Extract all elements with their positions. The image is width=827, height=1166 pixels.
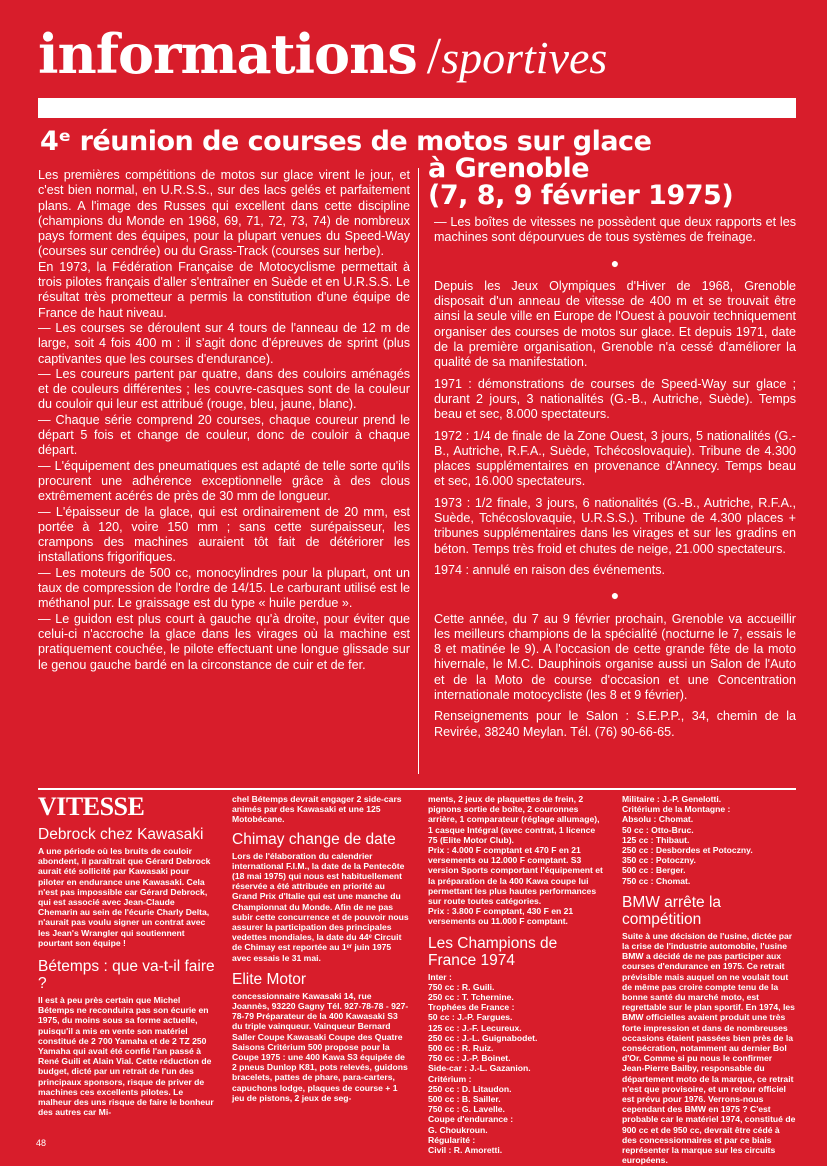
paragraph: — L'épaisseur de la glace, qui est ordinairement de 20 mm, est portée à 120, voire 150 mm ; sans cette surépaisseur, les crampons des machines auraient tôt fait de détériorer les installations frigorifiques. — [38, 504, 410, 565]
section-header — [38, 22, 607, 86]
section-rule — [38, 788, 796, 790]
paragraph: — L'équipement des pneumatiques est adapté de telle sorte qu'ils procurent une adhérence exceptionnelle grâce à des clous extrêmement acérés de près de 30 mm de longueur. — [38, 458, 410, 504]
list-item: 125 cc : Thibaut. — [622, 834, 690, 845]
page-number: 48 — [36, 1138, 47, 1148]
vitesse-heading: VITESSE — [38, 792, 145, 821]
list-item: Coupe d'endurance : — [428, 1114, 514, 1125]
title-line-3: (7, 8, 9 février 1975) — [428, 180, 734, 211]
list-item: 250 cc : D. Litaudon. — [428, 1083, 512, 1094]
paragraph: — Chaque série comprend 20 courses, chaque coureur prend le départ 5 fois et change de couleur, donc de couloir à chaque départ. — [38, 412, 410, 458]
paragraph: Cette année, du 7 au 9 février prochain, Grenoble va accueillir les meilleurs champions de la spécialité (nocturne le 7, essais le 8 et matinée le 9). A l'occasion de cette grande fête de la moto hivernale, le M.C. Dauphinois organise aussi un Salon de l'Auto et de la Moto de course d'occasion et une Concentration internationale motocycliste (les 8 et 9 février). — [434, 611, 796, 703]
brief-column-4 — [622, 794, 796, 1166]
list-item: Critérium : — [428, 1073, 472, 1084]
paragraph: — Les coureurs partent par quatre, dans des couloirs aménagés et de couleurs différentes ; les couvre-casques sont de la couleur du couloir qui leur est attribué (rouge, bleu, jaune, blanc). — [38, 366, 410, 412]
paragraph: — Le guidon est plus court à gauche qu'à droite, pour éviter que celui-ci n'accroche la glace dans les virages où la machine est pratiquement couchée, le pilote effectuant une longue glissade sur le genou gauche bardé en la circonstance de cuir et de fer. — [38, 611, 410, 672]
paragraph: — Les moteurs de 500 cc, monocylindres pour la plupart, ont un taux de compression de l'ordre de 14/15. Le carburant utilisé est le méthanol pur. Le graissage est du type « huile perdue ». — [38, 565, 410, 611]
list-item: 250 cc : J.-L. Guignabodet. — [428, 1032, 538, 1043]
paragraph: — Les courses se déroulent sur 4 tours de l'anneau de 12 m de large, soit 4 fois 400 m : il s'agit donc d'épreuves de sprint (plus captivantes que les courses d'endurance). — [38, 320, 410, 366]
header-main: informations — [38, 22, 417, 86]
list-item: 500 cc : B. Sailler. — [428, 1094, 501, 1105]
list-item: 500 cc : R. Ruiz. — [428, 1043, 494, 1054]
title-line-2: à Grenoble — [428, 153, 590, 184]
article-right-column — [434, 215, 796, 746]
list-item: Absolu : Chomat. — [622, 814, 694, 825]
header-sub: sportives — [441, 32, 608, 83]
debrock-heading: Debrock chez Kawasaki — [38, 826, 204, 843]
list-item: 500 cc : Berger. — [622, 865, 686, 876]
elite-text: concessionnaire Kawasaki 14, rue Joannès, 93220 Gagny Tél. 927-78-78 - 927-78-79 Préparateur de la 400 Kawasaki S3 du triple vainqueur. Vainqueur Bernard Saller Coupe Kawasaki Coupe des Quatre Saisons Critérium 500 propose pour la Coupe 1975 : une 400 Kawa S3 équipée de 2 pneus Dunlop K81, pots relevés, guidons bracelets, pattes de phare, para-carters, capuchons lodge, plaques de course + 1 jeu de pistons, 2 jeux de seg- — [232, 990, 409, 1103]
list-item: Inter : — [428, 971, 452, 982]
header-rule — [38, 98, 796, 118]
paragraph: 1974 : annulé en raison des événements. — [434, 562, 666, 577]
list-item: 750 cc : R. Guili. — [428, 981, 495, 992]
list-item: Militaire : J.-P. Genelotti. — [622, 794, 722, 804]
list-item: 350 cc : Potoczny. — [622, 855, 696, 866]
list-item: 750 cc : J.-P. Boinet. — [428, 1053, 511, 1064]
paragraph: Les premières compétitions de motos sur glace virent le jour, et c'est bien normal, en U.R.S.S., sur des lacs gelés et parfaitement plans. A l'image des Russes qui excellent dans cette discipline (champions du Monde en 1968, 69, 71, 72, 73, 74) de nombreux pays forment des équipes, pour la plupart venues du Speed-Way (courses sur cendrée) ou du Grass-Track (courses sur herbe). — [38, 168, 410, 259]
list-item: 250 cc : T. Tchernine. — [428, 992, 514, 1003]
betemps-heading: Bétemps : que va-t-il faire ? — [38, 958, 215, 993]
list-item: 750 cc : G. Lavelle. — [428, 1104, 505, 1115]
list-item: 50 cc : J.-P. Fargues. — [428, 1012, 513, 1023]
elite-price-1: Prix : 4.000 F comptant et 470 F en 21 versements ou 12.000 F comptant. S3 version Sports comportant l'équipement et la préparation de la 400 Kawa coupe lui permettant les plus hautes performances sur route toutes catégories. — [428, 845, 603, 907]
paragraph: 1971 : démonstrations de courses de Speed-Way sur glace ; durant 2 jours, 3 nationalités (G.-B., Autriche, Suède). Temps beau et sec, 8.000 spectateurs. — [434, 376, 796, 422]
brief-column-1 — [38, 794, 216, 1117]
list-item: Régularité : — [428, 1134, 476, 1145]
betemps-text: Il est à peu près certain que Michel Bétemps ne reconduira pas son écurie en 1975, du moins sous sa forme actuelle, puisqu'il a mis en vente son matériel constitué de 2 700 Yamaha et de 2 TZ 250 Yamaha qui avait été confié l'an passé à René Guili et Alain Vial. Cette réduction de budget, dicté par un retrait de l'un des principaux sponsors, risque de priver de machines ces excellents pilotes. Le malheur des uns risque de faire le bonheur des autres car Mi- — [38, 995, 214, 1118]
list-item: 250 cc : Desbordes et Potoczny. — [622, 845, 753, 856]
title-line-1: 4ᵉ réunion de courses de motos sur glace — [40, 126, 652, 157]
brief-column-2 — [232, 794, 410, 1103]
paragraph: Renseignements pour le Salon : S.E.P.P., 34, chemin de la Revirée, 38240 Meylan. Tél. (76) 90-66-65. — [434, 709, 796, 739]
chimay-text: Lors de l'élaboration du calendrier international F.I.M., la date de la Pentecôte (18 mai 1975) qui nous est habituellement réservée a été attribuée en priorité au Grand Prix d'Italie qui est une manche du Championnat du Monde. Afin de ne pas subir cette concurrence et de pouvoir nous assurer la participation des principales vedettes mondiales, la date du 44ᵉ Circuit de Chimay est reportée au 1ᵉʳ juin 1975 avec essais le 31 mai. — [232, 850, 409, 963]
montagne-list — [622, 794, 796, 886]
paragraph: Depuis les Jeux Olympiques d'Hiver de 1968, Grenoble disposait d'un anneau de vitesse de 400 m et se trouvait être ainsi la seule ville en Europe de l'Ouest à pouvoir techniquement organiser des courses de motos sur glace. Et depuis 1971, date de la première organisation, Grenoble n'a cessé d'améliorer la qualité de sa manifestation. — [434, 278, 796, 370]
article-left-column — [38, 168, 410, 673]
list-item: 125 cc : J.-F. Lecureux. — [428, 1022, 522, 1033]
list-item: Trophées de France : — [428, 1002, 515, 1013]
paragraph: 1972 : 1/4 de finale de la Zone Ouest, 3 jours, 5 nationalités (G.-B., Autriche, R.F.A., Suède, Tchécoslovaquie). Tribune de 4.300 places supplémentaires en provenance d'Annecy. Temps beau et sec, 16.000 spectateurs. — [434, 428, 796, 489]
elite-heading: Elite Motor — [232, 970, 307, 988]
paragraph: — Les boîtes de vitesses ne possèdent que deux rapports et les machines sont dépourvues de tous systèmes de freinage. — [434, 215, 796, 245]
brief-column-3 — [428, 794, 606, 1155]
bmw-text: Suite à une décision de l'usine, dictée par la crise de l'industrie automobile, l'usine BMW a décidé de ne pas participer aux courses d'endurance en 1975. Ce retrait prévisible mais auquel on ne voulait tout de même pas croire compte tenu de la bonne santé du marché moto, est regrettable sur le plan sportif. En 1974, les BMW officielles avaient produit une très forte impression et dans de nombreuses occasions étaient passées bien près de la consécration, notamment au dernier Bol d'Or. Comme si pu nous le confirmer Jean-Pierre Bailby, responsable du département moto de la marque, ce retrait n'est que provisoire, et un retour officiel est prévu pour 1976. Verrons-nous cependant des BMW en 1975 ? C'est probable car le matériel 1974, constitué de 900 cc et de 950 cc, devrait être cédé à des concessionnaires et par ce biais représenter la marque sur les circuits européens. — [622, 930, 796, 1166]
elite-continued: ments, 2 jeux de plaquettes de frein, 2 pignons sortie de boîte, 2 couronnes arrière, 1 comparateur (réglage allumage), 1 casque Intégral (avec contrat, 1 licence 75 (Elite Motor Club). — [428, 794, 600, 845]
list-item: Civil : R. Amoretti. — [428, 1145, 503, 1156]
paragraph: 1973 : 1/2 finale, 3 jours, 6 nationalités (G.-B., Autriche, R.F.A., Suède, Tchécoslovaquie, U.R.S.S.). Tribune de 4.300 places + tribunes supplémentaires dans les virages et sur les gradins en béton. Temps très froid et chutes de neige, 21.000 spectateurs. — [434, 495, 796, 556]
chimay-heading: Chimay change de date — [232, 830, 396, 848]
list-item: 50 cc : Otto-Bruc. — [622, 824, 694, 835]
bullet-separator: ● — [610, 587, 620, 604]
betemps-continued: chel Bétemps devrait engager 2 side-cars animés par des Kawasaki et une 125 Motobécane. — [232, 794, 402, 825]
champions-heading: Les Champions de France 1974 — [428, 934, 558, 969]
list-item: Side-car : J.-L. Gazanion. — [428, 1063, 531, 1074]
bmw-heading: BMW arrête la compétition — [622, 893, 722, 928]
champions-list — [428, 972, 606, 1156]
header-separator: / — [426, 28, 442, 85]
column-divider — [418, 168, 419, 774]
elite-price-2: Prix : 3.800 F comptant, 430 F en 21 versements ou 11.000 F comptant. — [428, 906, 574, 927]
list-item: 750 cc : Chomat. — [622, 875, 691, 886]
paragraph: En 1973, la Fédération Française de Motocyclisme permettait à trois pilotes français d'aller s'entraîner en Suède et en U.R.S.S. Le résultat très prometteur a permis la constitution d'une équipe de France de haut niveau. — [38, 259, 410, 320]
list-item: Critérium de la Montagne : — [622, 804, 731, 815]
debrock-text: A une période où les bruits de couloir abondent, il paraîtrait que Gérard Debrock aurait été sollicité par Kawasaki pour piloter en endurance une Kawasaki. Cela n'est pas impossible car Gérard Debrock, qui est associé avec Jean-Claude Chemarin au sein de l'écurie Charly Delta, n'aurait pas voulu signer un contrat avec les Jean's Wrangler qui soutiennent pourtant son équipe ! — [38, 846, 211, 948]
list-item: G. Choukroun. — [428, 1124, 488, 1135]
bullet-separator: ● — [610, 254, 620, 271]
